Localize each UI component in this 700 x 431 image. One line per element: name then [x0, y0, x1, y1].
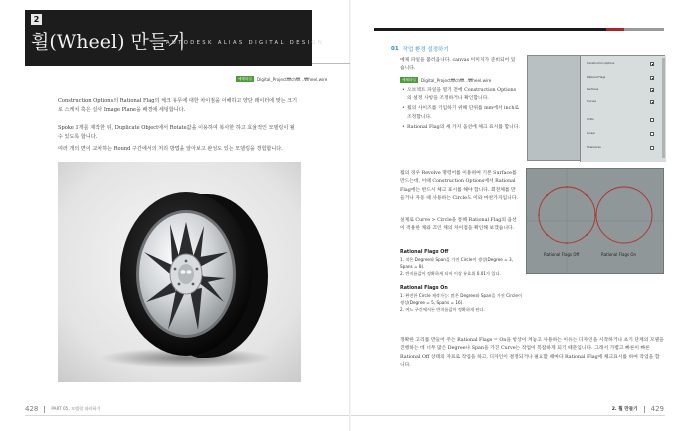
flags-off-item: 2. 반지름값이 정확하게 되어 이상 유효위 0.01가 있다. [400, 271, 501, 277]
example-file-text: Digital_Project₩ch₩...₩heel.wire [420, 77, 492, 83]
option-label: Rational Flags [587, 76, 606, 79]
top-bar [374, 28, 606, 31]
option-checkbox [650, 118, 654, 122]
construction-options-screenshot [527, 55, 665, 161]
option-checkbox [650, 100, 654, 104]
option-row [584, 132, 660, 138]
section-heading [391, 45, 449, 53]
page-number: 429 [650, 405, 664, 413]
bullet-item: • Rational Flag의 세 가지 옵션에 체크 표시를 합니다. [402, 124, 520, 132]
closing-paragraph: 정확한 고리를 만들어 주는 Rational Flags = On을 항상이 켜놓고 사용하는 이유는 디자인을 시작하거나 초기 단계의 모델을 진행하는 데 너무 많은 Degree나 Span을 가진 Curve는 작업이 복잡하게 되기 때문입니다. 그래서 가볍고 빠른이 빠른 Rational Off 상태의 자료로 작업을 하고, 디자인이 결정되거나 필요할 때마다 Rational Flag에 체크표시를 하여 작업을 합니다. [400, 338, 664, 369]
left-folio [25, 405, 101, 413]
option-label: Units [587, 118, 594, 121]
right-folio [612, 405, 664, 413]
option-label: Linear [587, 132, 596, 135]
intro-paragraph: Construction Options의 Rational Flag의 체크 유무에 대한 차이점을 이해하고 양단 래이터에 맞는 크기로 스케치 혹은 실사 Image Plane을 배경에 세팅합니다. [58, 98, 297, 113]
viewport-label-off: Rational Flags Off [544, 252, 580, 257]
chapter-folio-title: 2. 휠 만들기 [611, 407, 638, 412]
option-checkbox [650, 76, 654, 80]
flags-off-heading: Rational Flags Off [400, 250, 449, 255]
folio-separator [644, 406, 645, 413]
chapter-number: 2 [31, 14, 42, 25]
body-paragraph: 휠의 경우 Revolve 명령어를 이용하여 기본 Surface를 만드는데, 이때 Construction Options에서 Rational Flag에는 반드시 체크 표시를 해야 합니다. 회전체를 만들거나 자동 때 사용하는 Circle도 이와 마찬가지입니다. [400, 171, 518, 202]
option-row [584, 100, 660, 106]
circle-rational-on [596, 187, 652, 243]
option-label: Construction Options [587, 62, 615, 65]
top-bar-grey [624, 28, 664, 31]
circle-comparison-viewport [526, 168, 664, 274]
page-number: 428 [25, 405, 39, 413]
page-gutter [349, 0, 351, 431]
viewport-label-on: Rational Flags On [601, 252, 637, 257]
step-intro: 예제 파일을 불러옵니다. canvas 이미지가 준비되어 있습니다. [400, 58, 516, 72]
example-file-path [400, 77, 491, 83]
bullet-item: • 오브젝트 파일을 열기 전에 Construction Options의 설정 사항을 조정하거나 확인합니다. [402, 87, 520, 104]
option-checkbox [650, 132, 654, 136]
example-file-badge: 예제파일 [402, 78, 416, 82]
wheel-render-image [58, 162, 301, 382]
flags-off-block [400, 249, 522, 278]
bullet-item: • 휠의 사이즈를 기입하기 위해 단위를 mm에서 inch로 조정합니다. [402, 105, 520, 122]
option-row [584, 76, 660, 82]
option-row [584, 88, 660, 94]
example-file-badge: 예제파일 [238, 77, 252, 81]
part-title: PART 05, 모델링 따라하기 [51, 406, 101, 411]
footer-rule [351, 415, 665, 416]
footer-rule [25, 415, 349, 416]
options-scrollbar [662, 58, 665, 158]
option-label: Tolerances [587, 146, 601, 149]
flags-on-item: 1. 완전한 Circle 제작가능: 많은 Degree와 Span을 가진 Circle이 생성(Degree = 5, Spans = 16). [400, 293, 522, 306]
step-bullets [402, 87, 520, 134]
option-checkbox [650, 88, 654, 92]
example-file-path [236, 75, 327, 83]
flags-on-item: 2. 여느 구간에서든 반지름값이 정확하게 된다. [400, 307, 485, 313]
folio-separator [44, 406, 45, 413]
option-checkbox [650, 146, 654, 150]
option-label: Surfaces [587, 88, 599, 91]
top-bar-accent [606, 28, 624, 31]
section-title: 작업 환경 설정하기 [402, 47, 449, 53]
example-file-text: Digital_Project₩ch₩...₩heel.wire [256, 76, 328, 82]
option-row [584, 118, 660, 124]
header-rule [312, 63, 350, 64]
flags-on-block [400, 285, 522, 314]
options-window [580, 56, 666, 162]
flags-off-item: 1. 작은 Degree와 Span을 가진 Circle이 생성(Degree = 3, Spans = 8). [400, 257, 513, 270]
option-row [584, 62, 660, 68]
body-paragraph: 실제로 Curve > Circle을 통해 Rational Flag의 옵션이 적용한 채와 끄인 채의 차이점을 확인해 보겠습니다. [400, 218, 517, 232]
option-label: Curves [587, 100, 597, 103]
circle-comparison-drawing [527, 169, 663, 273]
option-row [584, 146, 660, 152]
intro-paragraph: Spoke 1개를 제작한 뒤, Duplicate Object에서 Rotate값을 이용하여 복사한 하고 효율적인 모델링이 될 수 있도록 합니다. [58, 125, 295, 140]
section-number: 01 [391, 46, 399, 52]
chapter-title: 휠(Wheel) 만들기 [31, 31, 186, 53]
brand-line: AUTODESK ALIAS DIGITAL DESIGN [166, 40, 325, 46]
option-checkbox [650, 62, 654, 66]
flags-on-heading: Rational Flags On [400, 286, 448, 291]
intro-paragraph: 여러 개의 면이 교차하는 Round 구간에서의 처리 방법을 알아보고 완성도 있는 모델링을 경험합니다. [58, 146, 283, 152]
